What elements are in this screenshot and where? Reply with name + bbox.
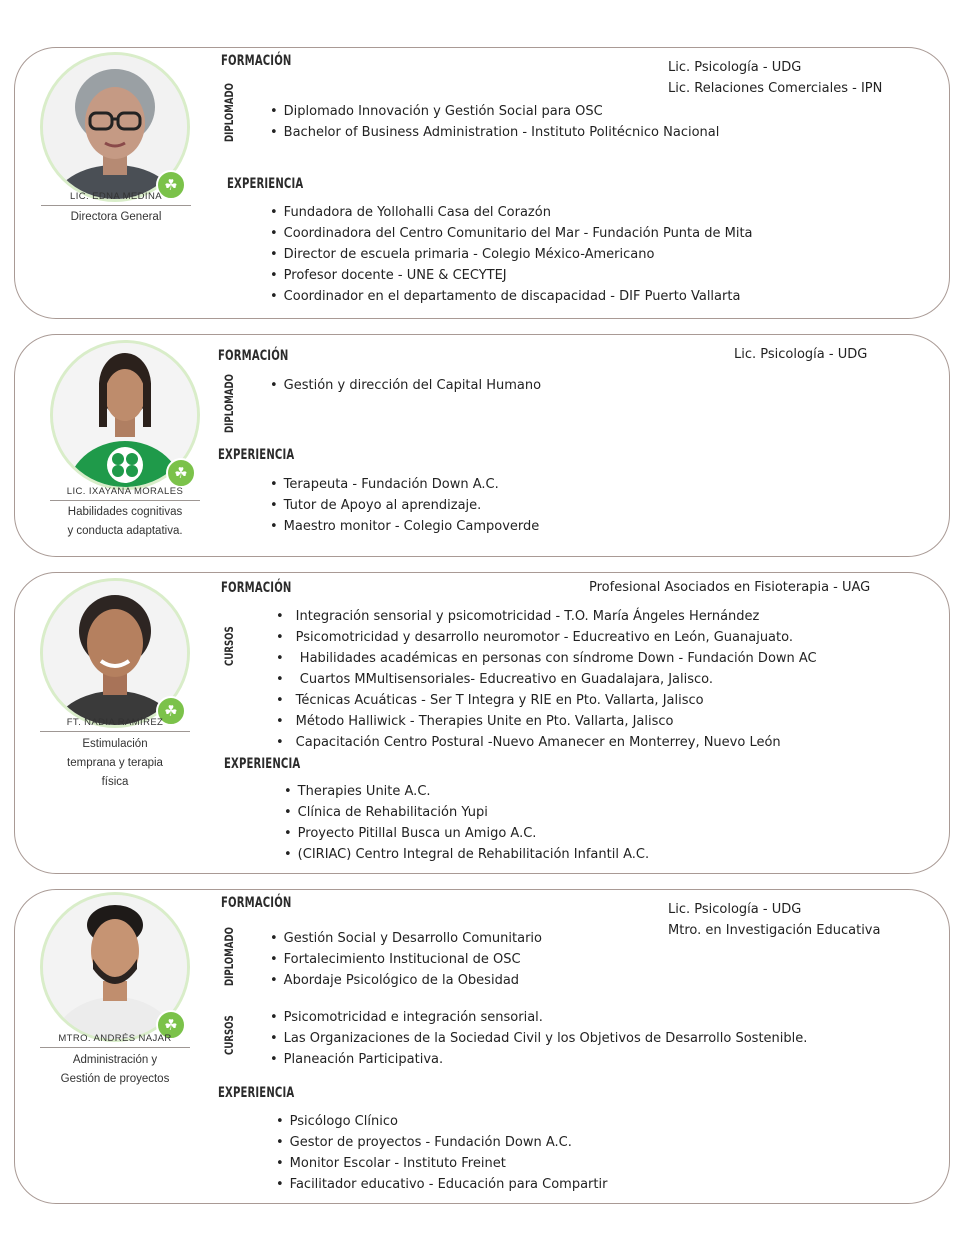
list-item: • Habilidades académicas en personas con síndrome Down - Fundación Down AC (276, 648, 817, 669)
person-role (41, 208, 191, 227)
experiencia-heading: EXPERIENCIA (218, 447, 295, 463)
list-item: • Monitor Escolar - Instituto Freinet (276, 1153, 607, 1174)
list-item: • Bachelor of Business Administration - Instituto Politécnico Nacional (270, 122, 719, 143)
person-name: FT. NADIA RAMÍREZ (40, 717, 190, 732)
cursos-list (276, 606, 817, 753)
list-item: • Proyecto Pitillal Busca un Amigo A.C. (284, 823, 649, 844)
list-item: • Técnicas Acuáticas - Ser T Integra y RIE en Pto. Vallarta, Jalisco (276, 690, 817, 711)
list-item: • Planeación Participativa. (270, 1049, 807, 1070)
photo-andres-najar (40, 892, 190, 1042)
list-item: • Facilitador educativo - Educación para Compartir (276, 1174, 607, 1195)
list-item: • Método Halliwick - Therapies Unite en Pto. Vallarta, Jalisco (276, 711, 817, 732)
experience-list (270, 202, 753, 307)
degree-list (668, 57, 882, 99)
list-item: • Clínica de Rehabilitación Yupi (284, 802, 649, 823)
role-line: Directora General (70, 211, 162, 223)
degree-list (589, 577, 870, 598)
cursos-label: CURSOS (222, 626, 236, 666)
diplomado-list (270, 101, 719, 143)
list-item: • Coordinadora del Centro Comunitario del Mar - Fundación Punta de Mita (270, 223, 753, 244)
list-item: • Maestro monitor - Colegio Campoverde (270, 516, 539, 537)
diplomado-list (270, 375, 541, 396)
four-leaf-clover-icon: ☘ (156, 170, 186, 200)
cursos-label: CURSOS (222, 1015, 236, 1055)
list-item: • Cuartos MMultisensoriales- Educreativo en Guadalajara, Jalisco. (276, 669, 817, 690)
list-item: • Gestor de proyectos - Fundación Down A.C. (276, 1132, 607, 1153)
list-item: • (CIRIAC) Centro Integral de Rehabilitación Infantil A.C. (284, 844, 649, 865)
four-leaf-clover-icon: ☘ (166, 458, 196, 488)
degree-list (668, 899, 880, 941)
degree: Profesional Asociados en Fisioterapia - UAG (589, 580, 871, 595)
experience-list (270, 474, 539, 537)
list-item: • Coordinador en el departamento de discapacidad - DIF Puerto Vallarta (270, 286, 753, 307)
degree: Lic. Relaciones Comerciales - IPN (668, 81, 883, 96)
experiencia-heading: EXPERIENCIA (227, 176, 304, 192)
person-role (40, 1051, 190, 1089)
experience-list (276, 1111, 607, 1195)
formacion-heading: FORMACIÓN (221, 580, 292, 596)
list-item: • Fundadora de Yollohalli Casa del Corazón (270, 202, 753, 223)
diplomado-label: DIPLOMADO (222, 83, 236, 142)
person-role (50, 503, 200, 541)
role-line: física (101, 776, 129, 788)
list-item: • Director de escuela primaria - Colegio México-Americano (270, 244, 753, 265)
degree: Mtro. en Investigación Educativa (668, 923, 881, 938)
four-leaf-clover-icon: ☘ (156, 1010, 186, 1040)
degree: Lic. Psicología - UDG (734, 347, 868, 362)
role-line: Gestión de proyectos (60, 1073, 170, 1085)
list-item: • Las Organizaciones de la Sociedad Civil y los Objetivos de Desarrollo Sostenible. (270, 1028, 807, 1049)
list-item: • Psicomotricidad e integración sensorial. (270, 1007, 807, 1028)
formacion-heading: FORMACIÓN (218, 348, 289, 364)
diplomado-label: DIPLOMADO (222, 374, 236, 433)
formacion-heading: FORMACIÓN (221, 895, 292, 911)
experience-list (284, 781, 649, 865)
list-item: • Capacitación Centro Postural -Nuevo Amanecer en Monterrey, Nuevo León (276, 732, 817, 753)
list-item: • Psicólogo Clínico (276, 1111, 607, 1132)
list-item: • Abordaje Psicológico de la Obesidad (270, 970, 542, 991)
person-name: MTRO. ANDRÉS NAJAR (40, 1033, 190, 1048)
photo-nadia-ramirez (40, 578, 190, 728)
diplomado-list (270, 928, 542, 991)
list-item: • Psicomotricidad y desarrollo neuromotor - Educreativo en León, Guanajuato. (276, 627, 817, 648)
experiencia-heading: EXPERIENCIA (218, 1085, 295, 1101)
person-name: LIC. IXAYANA MORALES (50, 486, 200, 501)
list-item: • Integración sensorial y psicomotricidad - T.O. María Ángeles Hernández (276, 606, 817, 627)
list-item: • Gestión y dirección del Capital Humano (270, 375, 541, 396)
list-item: • Profesor docente - UNE & CECYTEJ (270, 265, 753, 286)
four-leaf-clover-icon: ☘ (156, 696, 186, 726)
list-item: • Diplomado Innovación y Gestión Social para OSC (270, 101, 719, 122)
role-line: Estimulación (82, 738, 148, 750)
role-line: Administración y (72, 1054, 158, 1066)
person-name: LIC. EDNA MEDINA (41, 191, 191, 206)
list-item: • Terapeuta - Fundación Down A.C. (270, 474, 539, 495)
list-item: • Tutor de Apoyo al aprendizaje. (270, 495, 539, 516)
cursos-list (270, 1007, 807, 1070)
degree: Lic. Psicología - UDG (668, 902, 802, 917)
photo-edna-medina (40, 52, 190, 202)
degree: Lic. Psicología - UDG (668, 60, 802, 75)
formacion-heading: FORMACIÓN (221, 53, 292, 69)
degree-list (734, 344, 867, 365)
list-item: • Gestión Social y Desarrollo Comunitario (270, 928, 542, 949)
role-line: y conducta adaptativa. (67, 525, 183, 537)
diplomado-label: DIPLOMADO (222, 927, 236, 986)
person-role (40, 735, 190, 792)
list-item: • Fortalecimiento Institucional de OSC (270, 949, 542, 970)
photo-ixayana-morales (50, 340, 200, 490)
role-line: temprana y terapia (67, 757, 163, 769)
experiencia-heading: EXPERIENCIA (224, 756, 301, 772)
list-item: • Therapies Unite A.C. (284, 781, 649, 802)
role-line: Habilidades cognitivas (67, 506, 183, 518)
